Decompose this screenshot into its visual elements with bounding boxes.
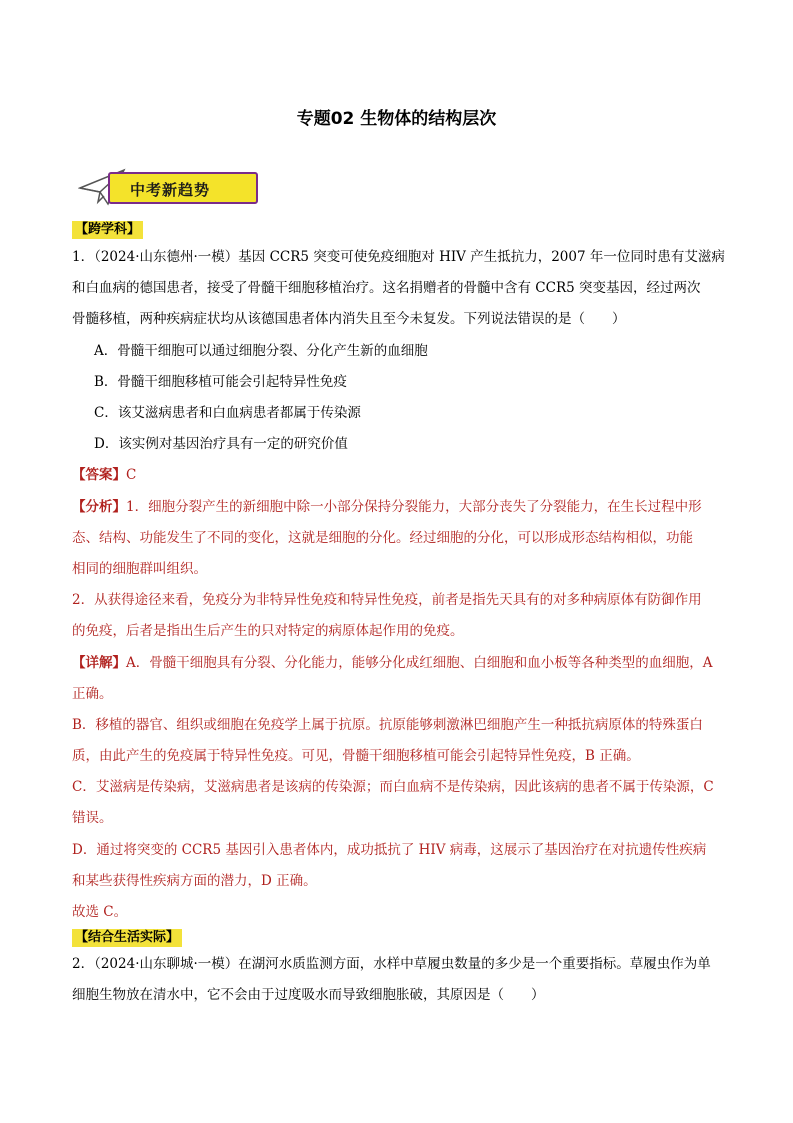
analysis-line-2: 态、结构、功能发生了不同的变化，这就是细胞的分化。经过细胞的分化，可以形成形态结构相似，功能 [72, 530, 693, 546]
detail-line-2: 正确。 [72, 686, 113, 702]
question-2-line-1: 2．（2024·山东聊城·一模）在湖河水质监测方面，水样中草履虫数量的多少是一个重要指标。草履虫作为单 [72, 956, 711, 972]
analysis-line-1: 【分析】1．细胞分裂产生的新细胞中除一小部分保持分裂能力，大部分丧失了分裂能力，在生长过程中形 [72, 499, 702, 515]
detail-line-8: 和某些获得性疾病方面的潜力，D 正确。 [72, 873, 317, 889]
analysis-line-4: 2．从获得途径来看，免疫分为非特异性免疫和特异性免疫，前者是指先天具有的对多种病原体有防御作用 [72, 592, 702, 608]
section-banner [78, 166, 264, 208]
detail-line-7: D．通过将突变的 CCR5 基因引入患者体内，成功抵抗了 HIV 病毒，这展示了基因治疗在对抗遗传性疾病 [72, 842, 707, 858]
detail-label: 【详解】 [72, 655, 126, 671]
answer-label: 【答案】 [72, 467, 126, 483]
analysis-label: 【分析】 [72, 499, 126, 515]
option-c: C．该艾滋病患者和白血病患者都属于传染源 [94, 405, 361, 421]
analysis-line-3: 相同的细胞群叫组织。 [72, 561, 207, 577]
detail-line-4: 质，由此产生的免疫属于特异性免疫。可见，骨髓干细胞移植可能会引起特异性免疫，B 正确。 [72, 748, 640, 764]
detail-line-5: C．艾滋病是传染病，艾滋病患者是该病的传染源；而白血病不是传染病，因此该病的患者不属于传染源，C [72, 779, 714, 795]
detail-line-3: B．移植的器官、组织或细胞在免疫学上属于抗原。抗原能够刺激淋巴细胞产生一种抵抗病原体的特殊蛋白 [72, 717, 703, 733]
answer-value: C [126, 467, 137, 483]
question-1-line-1: 1．（2024·山东德州·一模）基因 CCR5 突变可使免疫细胞对 HIV 产生抵抗力，2007 年一位同时患有艾滋病 [72, 249, 725, 265]
answer-line [72, 466, 136, 484]
option-d: D．该实例对基因治疗具有一定的研究价值 [94, 436, 348, 452]
page-title: 专题02 生物体的结构层次 [296, 109, 497, 129]
question-1-line-2: 和白血病的德国患者，接受了骨髓干细胞移植治疗。这名捐赠者的骨髓中含有 CCR5 突变基因，经过两次 [72, 280, 701, 296]
question-2-line-2: 细胞生物放在清水中，它不会由于过度吸水而导致细胞胀破，其原因是（ ） [72, 987, 545, 1003]
section-tag-interdisciplinary: 【跨学科】 [72, 221, 143, 239]
analysis-line-5: 的免疫，后者是指出生后产生的只对特定的病原体起作用的免疫。 [72, 623, 464, 639]
conclusion: 故选 C。 [72, 904, 128, 920]
banner-label: 中考新趋势 [130, 181, 211, 199]
option-b: B．骨髓干细胞移植可能会引起特异性免疫 [94, 374, 347, 390]
section-tag-real-life: 【结合生活实际】 [72, 929, 182, 947]
detail-line-1: 【详解】A．骨髓干细胞具有分裂、分化能力，能够分化成红细胞、白细胞和血小板等各种类型的血细胞，A [72, 655, 713, 671]
detail-line-6: 错误。 [72, 810, 113, 826]
option-a: A．骨髓干细胞可以通过细胞分裂、分化产生新的血细胞 [94, 343, 428, 359]
question-1-line-3: 骨髓移植，两种疾病症状均从该德国患者体内消失且至今未复发。下列说法错误的是（ ） [72, 311, 626, 327]
